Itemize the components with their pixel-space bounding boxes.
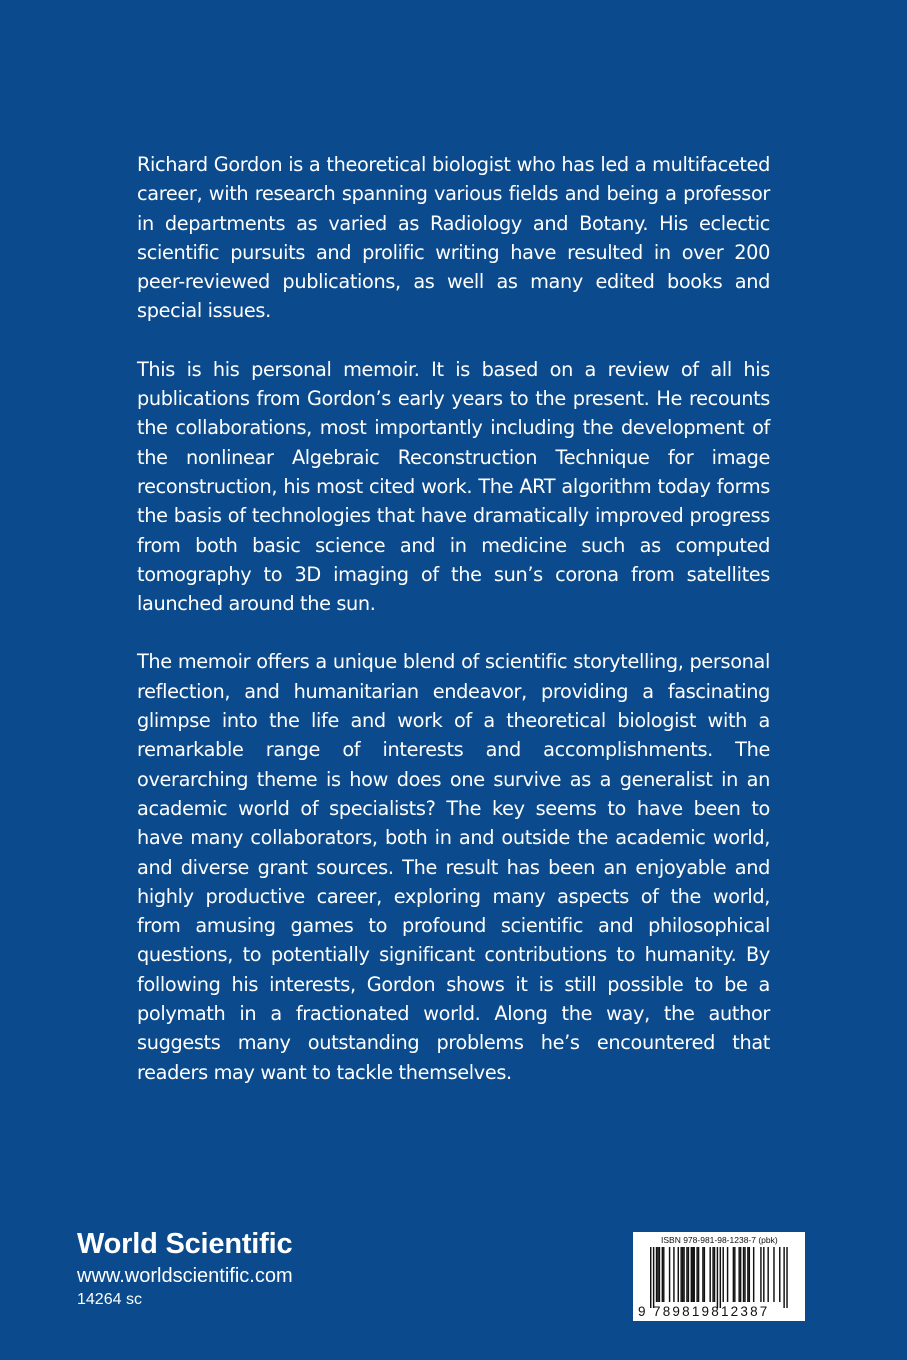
- barcode-bar: [712, 1247, 713, 1302]
- barcode-bar: [763, 1247, 764, 1302]
- barcode-bar: [783, 1247, 784, 1308]
- barcode-bar: [720, 1247, 721, 1308]
- barcode-bar: [702, 1247, 703, 1302]
- barcode-bar: [656, 1247, 657, 1302]
- blurb-text: [137, 150, 770, 1116]
- barcode-bar: [740, 1247, 741, 1302]
- barcode-bar: [734, 1247, 735, 1302]
- barcode-digits: 789819812387: [653, 1304, 770, 1319]
- isbn-barcode: [633, 1232, 805, 1321]
- barcode-bar: [682, 1247, 683, 1302]
- barcode-bar: [753, 1247, 754, 1302]
- barcode-bar: [744, 1247, 745, 1302]
- publisher-block: [77, 1227, 293, 1311]
- barcode-bar: [683, 1247, 684, 1302]
- barcode-bar: [678, 1247, 679, 1302]
- publisher-code: 14264 sc: [77, 1291, 142, 1308]
- barcode-bar: [714, 1247, 715, 1302]
- barcode-bar: [657, 1247, 658, 1302]
- barcode-bar: [650, 1247, 651, 1308]
- barcode-bar: [669, 1247, 670, 1302]
- publisher-name: World Scientific: [77, 1228, 293, 1260]
- blurb-paragraph-1: Richard Gordon is a theoretical biologist who has led a multifaceted career, with research spanning various fields and being a professor in departments as varied as Radiology and Botany. His eclectic scientific pursuits and prolific writing have resulted in over 200 peer-reviewed publications, as well as many edited books and special issues.: [137, 153, 770, 323]
- blurb-paragraph-2: This is his personal memoir. It is based on a review of all his publications from Gordon’s early years to the present. He recounts the collaborations, most importantly including the development of the nonlinear Algebraic Reconstruction Technique for image reconstruction, his most cited work. The ART algorithm today forms the basis of technologies that have dramatically improved progress from both basic science and in medicine such as computed tomography to 3D imaging of the sun’s corona from satellites launched around the sun.: [137, 357, 770, 616]
- barcode-bar: [786, 1247, 787, 1308]
- barcode-bar: [743, 1247, 744, 1302]
- barcode-bar: [691, 1247, 692, 1302]
- blurb-paragraph-3: The memoir offers a unique blend of scientific storytelling, personal reflection, and humanitarian endeavor, providing a fascinating glimpse into the life and work of a theoretical biologist with a remarkable range of interests and accomplishments. The overarching theme is how does one survive as a generalist in an academic world of specialists? The key seems to have been to have many collaborators, both in and outside the academic world, and diverse grant sources. The result has been an enjoyable and highly productive career, exploring many aspects of the world, from amusing games to profound scientific and philosophical questions, to potentially significant contributions to humanity. By following his interests, Gordon shows it is still possible to be a polymath in a fractionated world. Along the way, the author suggests many outstanding problems he’s encountered that readers may want to tackle themselves.: [137, 650, 770, 1084]
- isbn-label: ISBN 978-981-98-1238-7 (pbk): [661, 1235, 778, 1245]
- barcode-bar: [663, 1247, 664, 1302]
- barcode-bar: [686, 1247, 687, 1302]
- barcode-bar: [673, 1247, 674, 1302]
- barcode-icon: [633, 1232, 805, 1321]
- barcode-bar: [749, 1247, 750, 1302]
- barcode-bar: [773, 1247, 774, 1302]
- barcode-bar: [717, 1247, 718, 1308]
- barcode-bar: [738, 1247, 739, 1302]
- barcode-bar: [680, 1247, 681, 1302]
- barcode-bar: [733, 1247, 734, 1302]
- barcode-first-digit: 9: [638, 1304, 646, 1319]
- barcode-bar: [696, 1247, 697, 1302]
- barcode-bar: [659, 1247, 660, 1302]
- barcode-bar: [747, 1247, 748, 1302]
- barcode-bar: [779, 1247, 780, 1302]
- barcode-bar: [698, 1247, 699, 1302]
- barcode-bar: [727, 1247, 728, 1302]
- barcode-bar: [694, 1247, 695, 1302]
- publisher-url: www.worldscientific.com: [77, 1265, 293, 1287]
- barcode-bar: [704, 1247, 705, 1302]
- barcode-bar: [688, 1247, 689, 1302]
- barcode-bar: [767, 1247, 768, 1302]
- barcode-bar: [760, 1247, 761, 1302]
- barcode-bar: [723, 1247, 724, 1302]
- barcode-bar: [653, 1247, 654, 1308]
- barcode-bar: [692, 1247, 693, 1302]
- barcode-bar: [662, 1247, 663, 1302]
- barcode-bar: [709, 1247, 710, 1302]
